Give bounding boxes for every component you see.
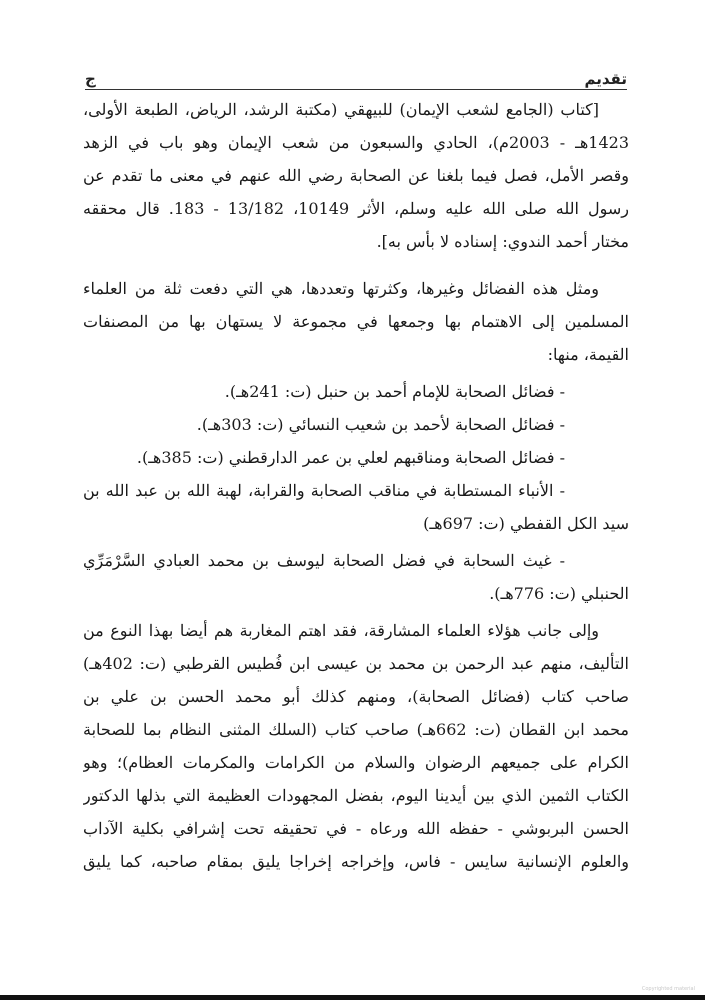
text-line: صاحب كتاب (فضائل الصحابة)، ومنهم كذلك أبو محمد الحسن بن علي بن [83, 687, 629, 706]
intro-paragraph [83, 272, 629, 371]
text-line: وقصر الأمل، فصل فيما بلغنا عن الصحابة رضي الله عنهم في معنى ما تقدم عن [83, 166, 629, 185]
text-line: والعلوم الإنسانية سايس - فاس، وإخراجه إخراجا يليق بمقام صاحبه، كما يليق [83, 852, 629, 871]
text-line: ومثل هذه الفضائل وغيرها، وكثرتها وتعددها، هي التي دفعت ثلة من العلماء [83, 279, 599, 298]
text-line: - غيث السحابة في فضل الصحابة ليوسف بن محمد العبادي السَّرْمَرِّي [83, 551, 565, 570]
text-line: القيمة، منها: [547, 345, 629, 364]
list-item: - فضائل الصحابة للإمام أحمد بن حنبل (ت: 241هـ). [224, 382, 565, 401]
text-line: 1423هـ - 2003م)، الحادي والسبعون من شعب الإيمان وهو باب في الزهد [83, 133, 629, 152]
text-line: - الأنباء المستطابة في مناقب الصحابة والقرابة، لهبة الله بن عبد الله بن [83, 481, 565, 500]
text-line: وإلى جانب هؤلاء العلماء المشارقة، فقد اهتم المغاربة هم أيضا بهذا النوع من [83, 621, 599, 640]
copyright-watermark: Copyrighted material [641, 986, 695, 992]
works-list [83, 375, 629, 610]
list-item: - فضائل الصحابة لأحمد بن شعيب النسائي (ت: 303هـ). [196, 415, 565, 434]
bottom-edge-bar [0, 995, 705, 1000]
text-line: [كتاب (الجامع لشعب الإيمان) للبيهقي (مكتبة الرشد، الرياض، الطبعة الأولى، [83, 100, 599, 119]
header-rule [85, 89, 627, 90]
closing-paragraph [83, 614, 629, 878]
text-line: سيد الكل القفطي (ت: 697هـ) [423, 514, 629, 533]
text-line: مختار أحمد الندوي: إسناده لا بأس به]. [376, 232, 629, 251]
body-text [83, 93, 629, 878]
list-item: - فضائل الصحابة ومناقبهم لعلي بن عمر الدارقطني (ت: 385هـ). [136, 448, 565, 467]
page-number: ج [85, 70, 96, 88]
text-line: الحنبلي (ت: 776هـ). [489, 584, 629, 603]
running-head [85, 62, 627, 88]
text-line: رسول الله صلى الله عليه وسلم، الأثر 10149، 13/182 - 183. قال محققه [83, 199, 629, 218]
list-item [83, 474, 629, 540]
section-title: تقديم [584, 70, 627, 88]
text-line: المسلمين إلى الاهتمام بها وجمعها في مجموعة لا يستهان بها من المصنفات [83, 312, 629, 331]
text-line: محمد ابن القطان (ت: 662هـ) صاحب كتاب (السلك المثنى النظام بما للصحابة [83, 720, 629, 739]
text-line: الكتاب الثمين الذي بين أيدينا اليوم، بفضل المجهودات العظيمة التي بذلها الدكتور [83, 786, 629, 805]
footnote-paragraph [83, 93, 629, 258]
list-item [83, 544, 629, 610]
text-line: التأليف، منهم عبد الرحمن بن محمد بن عيسى ابن فُطيس القرطبي (ت: 402هـ) [83, 654, 629, 673]
text-line: الكرام على جميعهم الرضوان والسلام من الكرامات والمكرمات العظام)؛ وهو [83, 753, 629, 772]
text-line: الحسن البربوشي - حفظه الله ورعاه - في تحقيقه تحت إشرافي بكلية الآداب [83, 819, 629, 838]
